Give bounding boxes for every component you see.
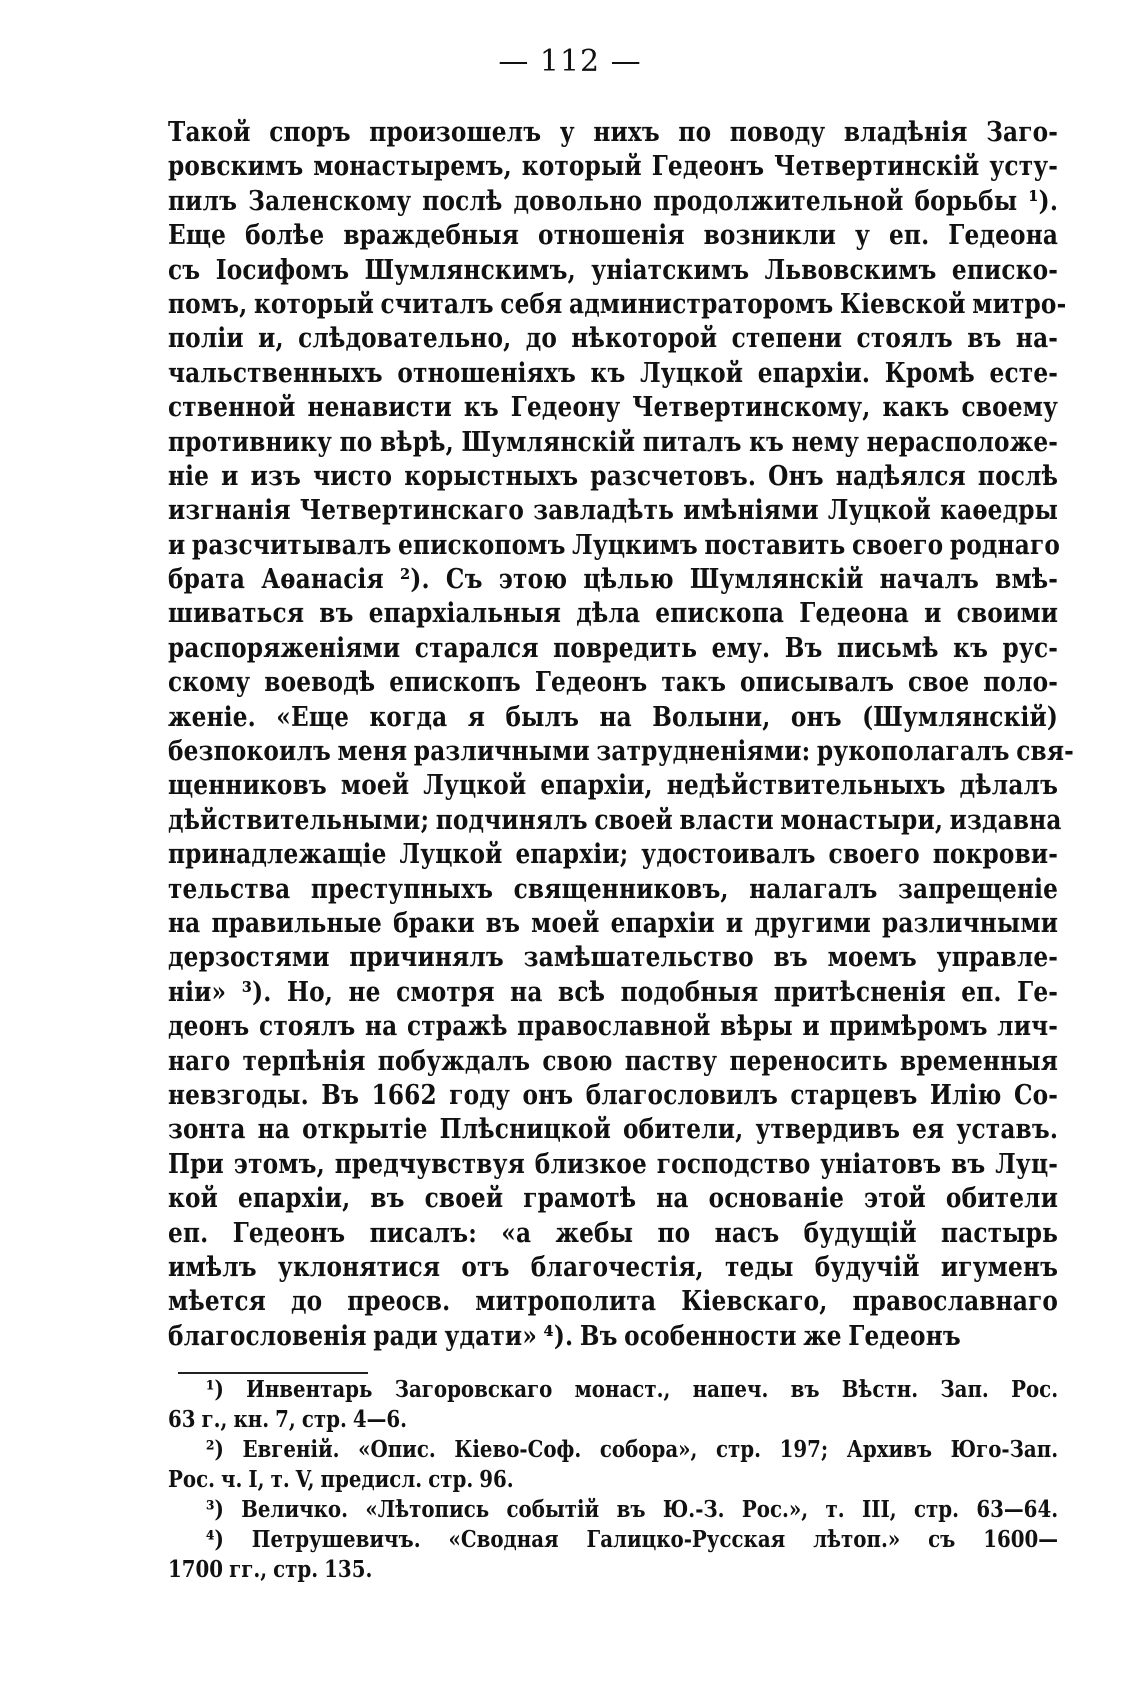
text-line: наго терпѣнія побуждалъ свою паству переносить временныя xyxy=(168,1045,1059,1077)
text-line: благословенія ради удати» ⁴). Въ особенности же Гедеонъ xyxy=(168,1320,961,1352)
footnote-line: ³) Величко. «Лѣтопись событій въ Ю.-З. Рос.», т. III, стр. 63—64. xyxy=(205,1496,1059,1523)
text-line: мѣется до преосв. митрополита Кіевскаго, православнаго xyxy=(168,1286,1059,1318)
text-line: и разсчитывалъ епископомъ Луцкимъ поставить своего роднаго xyxy=(168,529,1061,561)
footnote-line: ⁴) Петрушевичъ. «Сводная Галицко-Русская лѣтоп.» съ 1600— xyxy=(205,1526,1059,1553)
text-line: на правильные браки въ моей епархіи и другими различными xyxy=(168,907,1059,939)
text-line: съ Іосифомъ Шумлянскимъ, уніатскимъ Львовскимъ еписко- xyxy=(168,254,1059,286)
text-line: ственной ненависти къ Гедеону Четвертинскому, какъ своему xyxy=(168,392,1059,424)
text-line: скому воеводѣ епископъ Гедеонъ такъ описывалъ свое поло- xyxy=(168,667,1059,699)
text-line: распоряженіями старался повредить ему. Въ письмѣ къ рус- xyxy=(168,632,1059,664)
text-line: помъ, который считалъ себя администраторомъ Кіевской митро- xyxy=(168,288,1067,320)
footnote-line: ²) Евгеній. «Опис. Кіево-Соф. собора», стр. 197; Архивъ Юго-Зап. xyxy=(205,1436,1059,1463)
text-line: ніи» ³). Но, не смотря на всѣ подобныя притѣсненія еп. Ге- xyxy=(168,976,1059,1008)
text-line: брата Аѳанасія ²). Съ этою цѣлью Шумлянскій началъ вмѣ- xyxy=(168,564,1059,596)
footnote-divider xyxy=(178,1372,368,1374)
text-line: безпокоилъ меня различными затрудненіями: рукополагалъ свя- xyxy=(168,736,1074,768)
text-line: дерзостями причинялъ замѣшательство въ моемъ управле- xyxy=(168,942,1059,974)
text-line: невзгоды. Въ 1662 году онъ благословилъ старцевъ Илію Со- xyxy=(168,1079,1059,1111)
text-line: имѣлъ уклонятися отъ благочестія, теды будучій игуменъ xyxy=(168,1251,1059,1283)
text-line: При этомъ, предчувствуя близкое господство уніатовъ въ Луц- xyxy=(168,1148,1059,1180)
footnote-line: 1700 гг., стр. 135. xyxy=(168,1556,373,1583)
text-line: щенниковъ моей Луцкой епархіи, недѣйствительныхъ дѣлалъ xyxy=(168,770,1059,802)
text-line: женіе. «Еще когда я былъ на Волыни, онъ (Шумлянскій) xyxy=(168,701,1059,733)
text-line: поліи и, слѣдовательно, до нѣкоторой степени стоялъ въ на- xyxy=(168,323,1059,355)
footnote-line: 63 г., кн. 7, стр. 4—6. xyxy=(168,1406,408,1433)
text-line: тельства преступныхъ священниковъ, налагалъ запрещеніе xyxy=(168,873,1059,905)
footnote-line: ¹) Инвентарь Загоровскаго монаст., напеч. въ Вѣстн. Зап. Рос. xyxy=(205,1376,1059,1403)
text-line: кой епархіи, въ своей грамотѣ на основаніе этой обители xyxy=(168,1183,1059,1215)
text-line: чальственныхъ отношеніяхъ къ Луцкой епархіи. Кромѣ есте- xyxy=(168,357,1059,389)
text-line: пилъ Заленскому послѣ довольно продолжительной борьбы ¹). xyxy=(168,185,1059,217)
page-number: — 112 — xyxy=(498,44,642,79)
footnotes xyxy=(168,1375,1058,1585)
text-line: шиваться въ епархіальныя дѣла епископа Гедеона и своими xyxy=(168,598,1059,630)
text-line: Еще болѣе враждебныя отношенія возникли у еп. Гедеона xyxy=(168,220,1059,252)
text-line: деонъ стоялъ на стражѣ православной вѣры и примѣромъ лич- xyxy=(168,1011,1059,1043)
text-line: ніе и изъ чисто корыстныхъ разсчетовъ. Онъ надѣялся послѣ xyxy=(168,460,1059,492)
text-line: дѣйствительными; подчинялъ своей власти монастыри, издавна xyxy=(168,804,1062,836)
footnote-line: Рос. ч. I, т. V, предисл. стр. 96. xyxy=(168,1466,514,1493)
body-text xyxy=(168,116,1074,1354)
text-line: ровскимъ монастыремъ, который Гедеонъ Четвертинскій усту- xyxy=(168,151,1059,183)
text-line: Такой споръ произошелъ у нихъ по поводу владѣнія Заго- xyxy=(168,117,1059,148)
text-line: зонта на открытіе Плѣсницкой обители, утвердивъ ея уставъ. xyxy=(168,1114,1059,1146)
text-line: еп. Гедеонъ писалъ: «а жебы по насъ будущій пастырь xyxy=(168,1217,1059,1249)
text-line: принадлежащіе Луцкой епархіи; удостоивалъ своего покрови- xyxy=(168,839,1059,871)
text-line: изгнанія Четвертинскаго завладѣть имѣніями Луцкой каѳедры xyxy=(168,495,1059,527)
text-line: противнику по вѣрѣ, Шумлянскій питалъ къ нему нерасположе- xyxy=(168,426,1059,458)
